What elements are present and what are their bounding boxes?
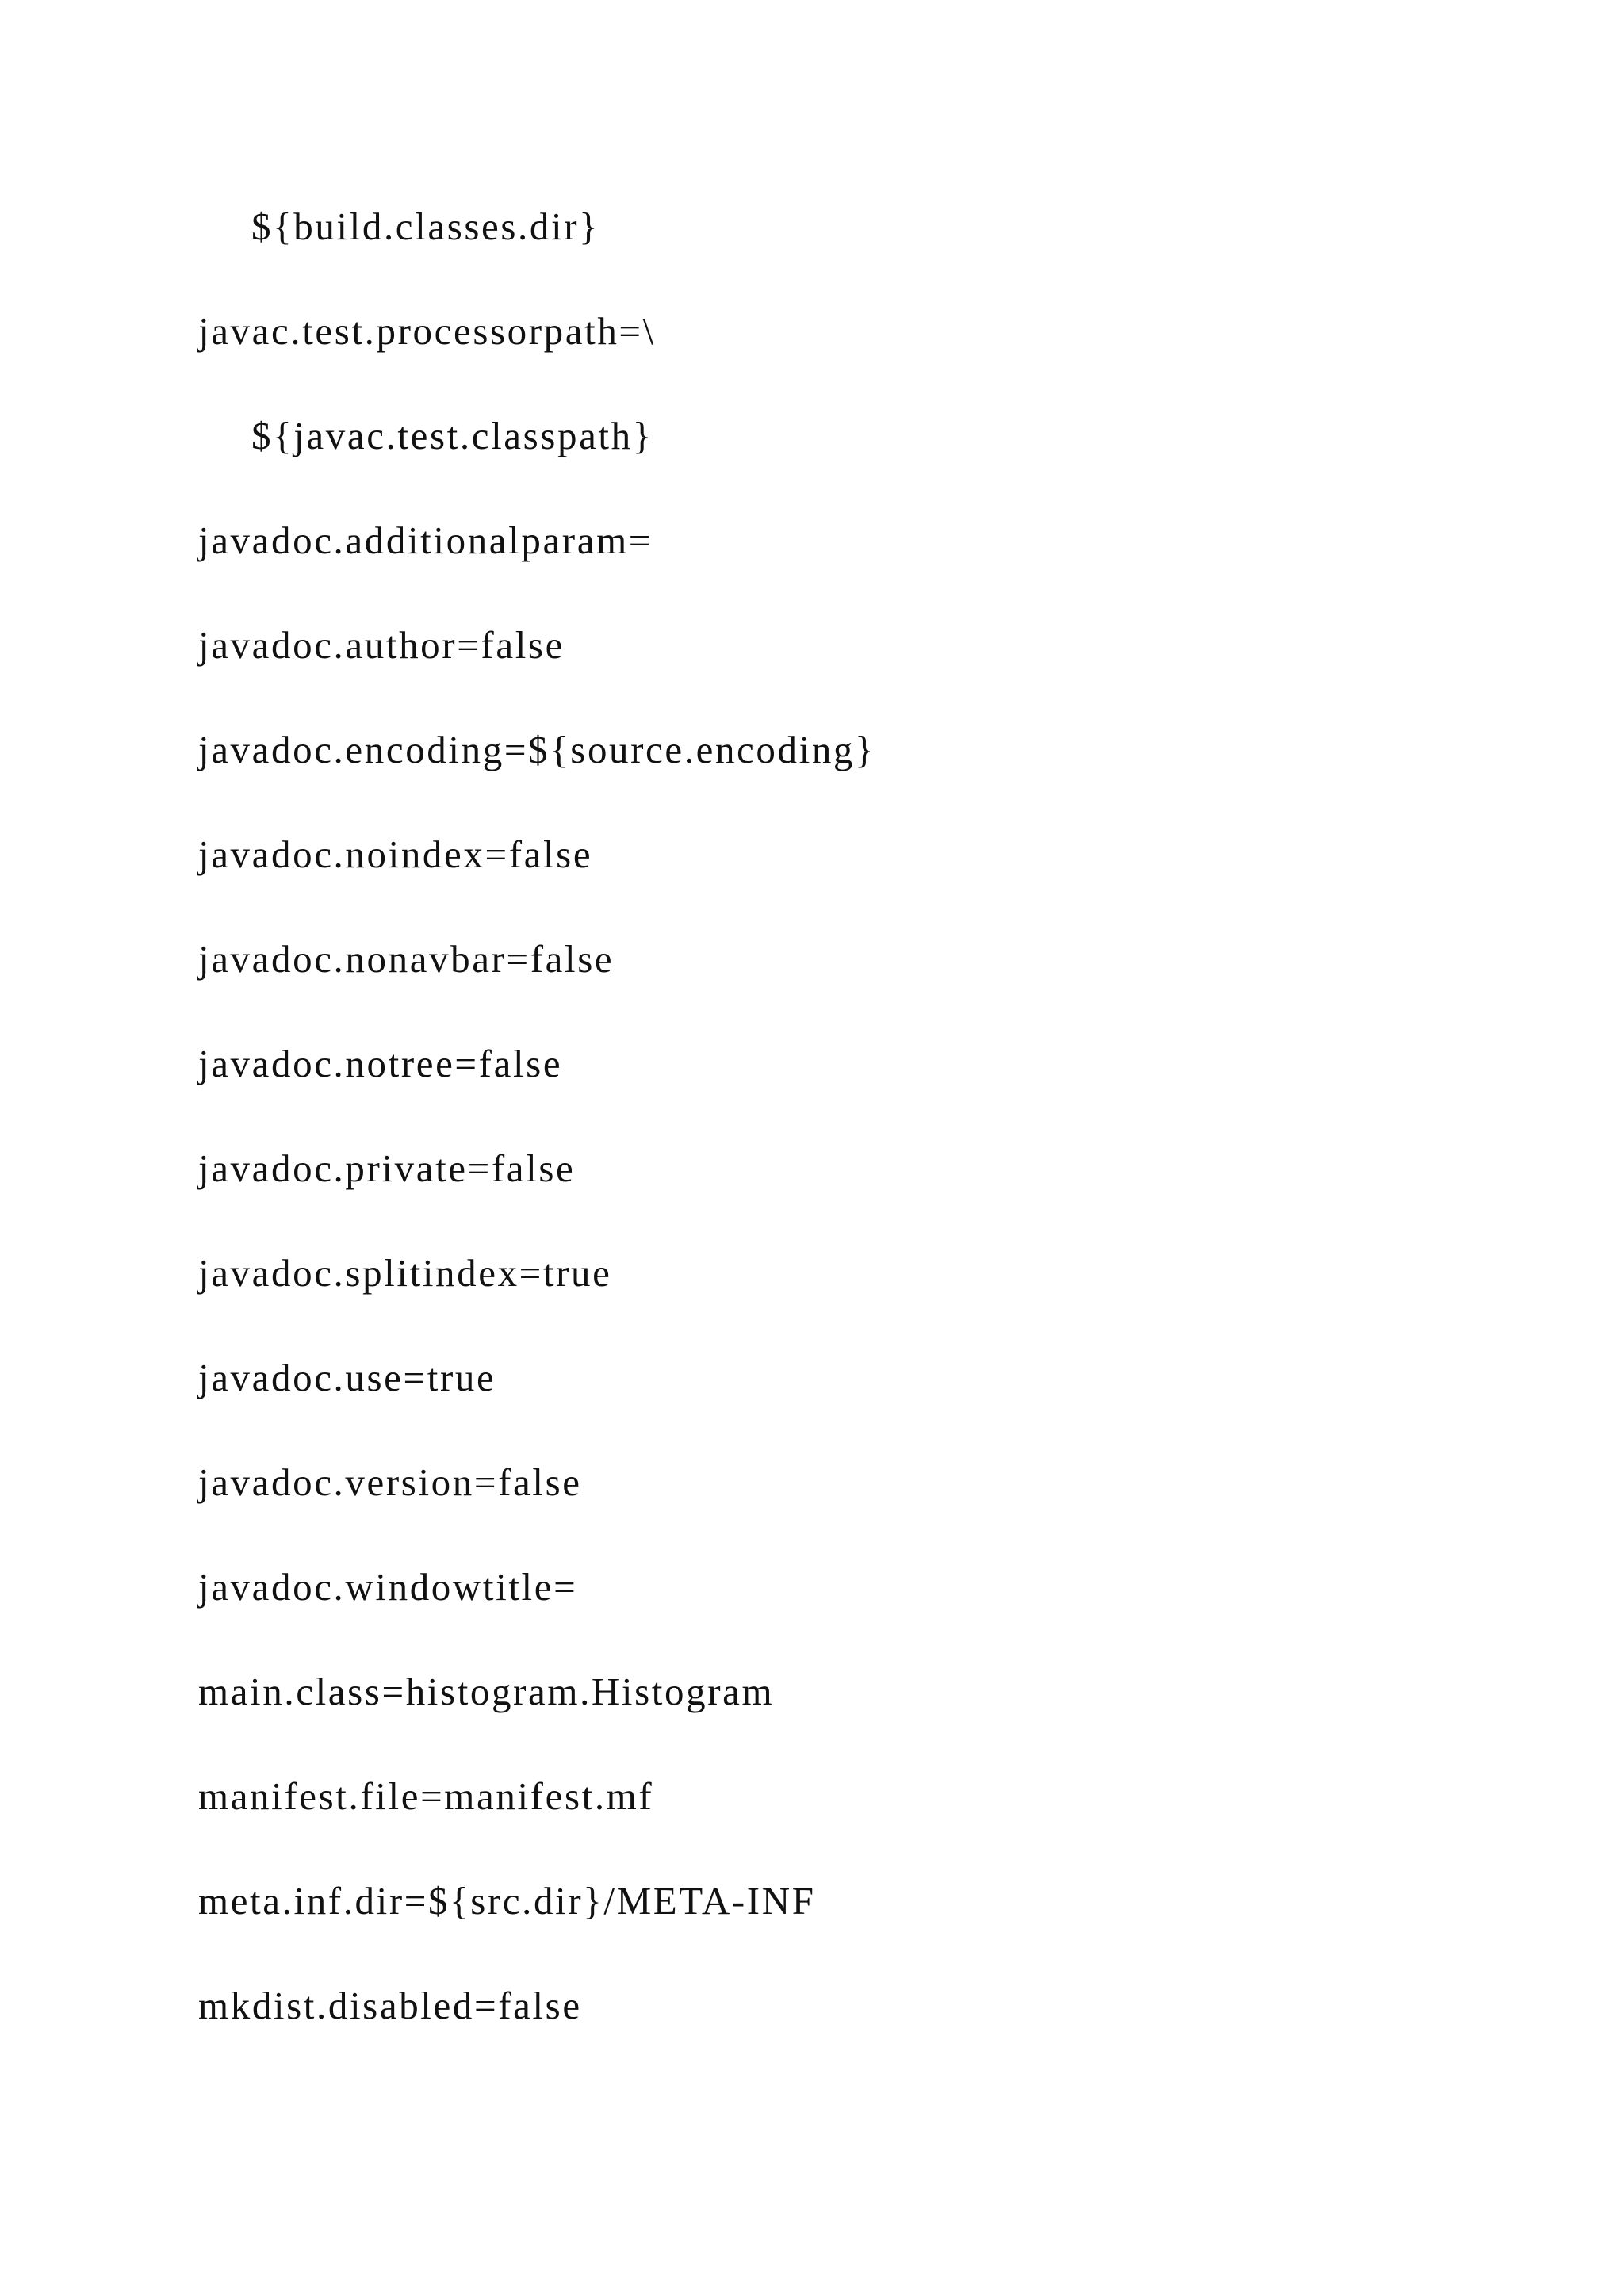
- property-line: javadoc.additionalparam=: [198, 519, 653, 562]
- property-line: mkdist.disabled=false: [198, 1984, 582, 2027]
- property-line: javadoc.nonavbar=false: [198, 937, 615, 981]
- property-line: javadoc.encoding=${source.encoding}: [198, 728, 876, 771]
- property-line: meta.inf.dir=${src.dir}/META-INF: [198, 1879, 816, 1923]
- property-line: javadoc.notree=false: [198, 1042, 563, 1085]
- property-line: javadoc.use=true: [198, 1356, 496, 1399]
- property-line: ${build.classes.dir}: [251, 205, 600, 248]
- property-line: javadoc.version=false: [198, 1460, 582, 1504]
- property-line: javadoc.splitindex=true: [198, 1251, 612, 1295]
- property-line: javac.test.processorpath=\: [198, 309, 656, 353]
- properties-listing: [198, 174, 1546, 2058]
- property-line: javadoc.author=false: [198, 623, 565, 667]
- property-line: manifest.file=manifest.mf: [198, 1774, 654, 1818]
- property-line: javadoc.private=false: [198, 1146, 576, 1190]
- property-line: main.class=histogram.Histogram: [198, 1670, 775, 1713]
- property-line: ${javac.test.classpath}: [251, 414, 653, 457]
- property-line: javadoc.windowtitle=: [198, 1565, 578, 1609]
- property-line: javadoc.noindex=false: [198, 832, 593, 876]
